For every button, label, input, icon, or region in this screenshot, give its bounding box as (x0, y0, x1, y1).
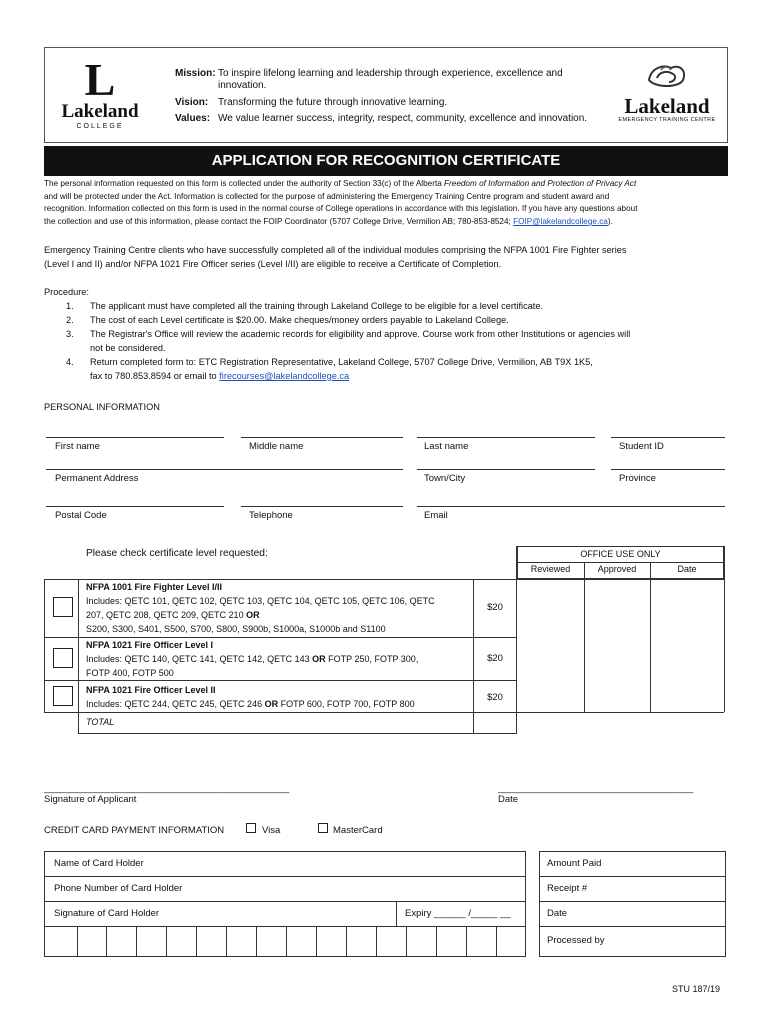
permanent-address-line[interactable] (46, 469, 403, 470)
amount-paid-label: Amount Paid (547, 858, 602, 869)
last-name-line[interactable] (417, 437, 595, 438)
table-bottom-line (78, 733, 517, 734)
etc-logo (612, 62, 722, 124)
checkbox-col-border (78, 579, 79, 733)
values-label: Values: (175, 113, 211, 124)
card-row-divider-1 (44, 876, 526, 877)
reviewed-label: Reviewed (530, 564, 571, 574)
card-digit-divider (406, 926, 407, 957)
logo-sub: COLLEGE (76, 123, 124, 130)
expiry-label[interactable]: Expiry ______ /_____ __ (405, 908, 511, 919)
intro-line-2: (Level I and II) and/or NFPA 1021 Fire Officer series (Level I/II) are eligible to receive a Certificate of Completion. (44, 259, 502, 269)
step-1-num: 1. (66, 301, 74, 311)
fo-level-2-line-1c: FOTP 600, FOTP 700, FOTP 800 (278, 699, 415, 709)
signature-date-line[interactable]: _______________________________________ (498, 783, 694, 793)
ff-level-1-2-description (86, 580, 472, 636)
ff-level-1-2-checkbox[interactable] (53, 597, 73, 617)
privacy-line-2: and will be protected under the Act. Information is collected for the purpose of administering the Emergency Training Centre program and student award and (44, 191, 610, 201)
lakeland-college-logo (54, 54, 146, 138)
privacy-line-4a: the collection and use of this information, please contact the FOIP Coordinator (5707 College Drive, Vermilion AB; 780-853-8524; (44, 217, 514, 227)
mission-label: Mission: (175, 68, 216, 79)
privacy-line-4b: ). (607, 217, 613, 227)
step-3-text-cont: not be considered. (90, 343, 166, 353)
office-date-label: Date (677, 564, 697, 574)
card-signature-label[interactable]: Signature of Card Holder (54, 908, 160, 919)
card-digit-divider (256, 926, 257, 957)
receipt-label: Receipt # (547, 883, 588, 894)
payment-heading: CREDIT CARD PAYMENT INFORMATION (44, 825, 225, 836)
vision-label: Vision: (175, 97, 209, 108)
office-col-border-1 (584, 579, 585, 712)
office-bottom-line (517, 712, 724, 713)
card-row-divider-3 (44, 926, 526, 927)
table-left-border (44, 579, 45, 712)
mastercard-label: MasterCard (333, 825, 383, 836)
firecourses-email-link[interactable]: firecourses@lakelandcollege.ca (219, 371, 350, 381)
office-payment-divider-1 (539, 876, 726, 877)
card-phone-label[interactable]: Phone Number of Card Holder (54, 883, 183, 894)
etc-logo-name: Lakeland (624, 94, 710, 118)
fo-level-2-checkbox[interactable] (53, 686, 73, 706)
step-4-num: 4. (66, 357, 74, 367)
privacy-line-3: recognition. Information collected on this form is used in the normal course of College operations in accordance with this legislation. If you have any questions about (44, 204, 638, 214)
card-digit-divider (106, 926, 107, 957)
mastercard-checkbox[interactable] (318, 823, 328, 833)
step-2-num: 2. (66, 315, 74, 325)
first-name-label: First name (55, 441, 100, 452)
student-id-line[interactable] (611, 437, 725, 438)
page-title: APPLICATION FOR RECOGNITION CERTIFICATE (44, 146, 728, 176)
office-col-border-2 (650, 579, 651, 712)
town-city-label: Town/City (424, 473, 466, 484)
office-payment-divider-2 (539, 901, 726, 902)
card-digit-divider (166, 926, 167, 957)
foip-email-link[interactable]: FOIP@lakelandcollege.ca (513, 217, 608, 227)
email-line[interactable] (417, 506, 725, 507)
signature-date-label: Date (498, 794, 519, 805)
card-digit-divider (196, 926, 197, 957)
fo-level-1-line-1c: FOTP 250, FOTP 300, (325, 654, 419, 664)
ff-level-1-2-price: $20 (487, 602, 503, 613)
office-use-label: OFFICE USE ONLY (580, 549, 661, 559)
permanent-address-label: Permanent Address (55, 473, 139, 484)
applicant-signature-label: Signature of Applicant (44, 794, 137, 805)
step-1-text: The applicant must have completed all the training through Lakeland College to be eligible for a level certificate. (90, 301, 544, 311)
fo-level-2-title: NFPA 1021 Fire Officer Level II (86, 685, 216, 695)
intro-paragraph (44, 243, 734, 271)
payment-date-label: Date (547, 908, 568, 919)
fo-level-1-checkbox[interactable] (53, 648, 73, 668)
ff-level-1-2-line-2: 207, QETC 208, QETC 209, QETC 210 (86, 610, 247, 620)
ff-level-1-2-or: OR (246, 610, 260, 620)
ff-level-1-2-line-1: Includes: QETC 101, QETC 102, QETC 103, QETC 104, QETC 105, QETC 106, QETC (86, 596, 435, 606)
fo-level-2-line-1a: Includes: QETC 244, QETC 245, QETC 246 (86, 699, 265, 709)
fo-level-1-line-1a: Includes: QETC 140, QETC 141, QETC 142, QETC 143 (86, 654, 313, 664)
etc-logo-sub: EMERGENCY TRAINING CENTRE (618, 117, 716, 123)
card-digit-divider (316, 926, 317, 957)
card-digit-divider (226, 926, 227, 957)
first-name-line[interactable] (46, 437, 224, 438)
mission-text: To inspire lifelong learning and leadership through experience, excellence and innovation. (218, 68, 563, 91)
office-payment-divider-3 (539, 926, 726, 927)
intro-line-1: Emergency Training Centre clients who have successfully completed all of the individual modules comprising the NFPA 1001 Fire Fighter series (44, 245, 627, 255)
step-3-num: 3. (66, 329, 74, 339)
office-left-border (516, 546, 517, 733)
card-digit-divider (346, 926, 347, 957)
expiry-divider (396, 901, 397, 926)
card-digit-divider (466, 926, 467, 957)
form-number: STU 187/19 (672, 984, 721, 994)
fo-level-2-price: $20 (487, 692, 503, 703)
province-label: Province (619, 473, 656, 484)
values-text: We value learner success, integrity, respect, community, excellence and innovation. (218, 113, 588, 124)
procedure-heading: Procedure: (44, 287, 89, 297)
step-4-text-cont: fax to 780.853.8594 or email to (90, 371, 220, 381)
card-digit-divider (436, 926, 437, 957)
step-3-text: The Registrar's Office will review the academic records for eligibility and approve. Course work from other Institutions or agencies will (90, 329, 631, 339)
privacy-act-name: Freedom of Information and Protection of Privacy Act (444, 179, 637, 188)
email-label: Email (424, 510, 448, 521)
card-digit-divider (286, 926, 287, 957)
last-name-label: Last name (424, 441, 469, 452)
fo-level-2-description (86, 683, 472, 711)
etc-emblem-icon (645, 62, 689, 90)
step-4-text: Return completed form to: ETC Registration Representative, Lakeland College, 5707 College Drive, Vermilion, AB T9X 1K5, (90, 357, 593, 367)
middle-name-label: Middle name (249, 441, 304, 452)
province-line[interactable] (611, 469, 725, 470)
fo-level-1-price: $20 (487, 653, 503, 664)
processed-by-label: Processed by (547, 935, 605, 946)
total-label: TOTAL (86, 717, 115, 727)
vision-text: Transforming the future through innovative learning. (218, 97, 448, 108)
card-holder-label[interactable]: Name of Card Holder (54, 858, 144, 869)
personal-info-heading: PERSONAL INFORMATION (44, 402, 160, 412)
logo-name: Lakeland (61, 101, 139, 122)
middle-name-line[interactable] (241, 437, 403, 438)
ff-level-1-2-title: NFPA 1001 Fire Fighter Level I/II (86, 582, 223, 592)
fo-level-1-or: OR (312, 654, 326, 664)
applicant-signature-line[interactable]: _________________________________________________ (44, 783, 290, 793)
fo-level-1-description (86, 638, 472, 680)
fo-level-1-title: NFPA 1021 Fire Officer Level I (86, 640, 214, 650)
logo-letter: L (84, 54, 116, 105)
postal-code-label: Postal Code (55, 510, 107, 521)
procedure-list (66, 299, 726, 383)
office-use-divider (517, 562, 724, 563)
visa-checkbox[interactable] (246, 823, 256, 833)
card-digit-divider (136, 926, 137, 957)
certificate-prompt: Please check certificate level requested: (86, 548, 268, 559)
card-digit-divider (77, 926, 78, 957)
card-row-divider-2 (44, 901, 526, 902)
fo-level-1-line-2: FOTP 400, FOTP 500 (86, 668, 174, 678)
fo-level-2-or: OR (264, 699, 279, 709)
town-city-line[interactable] (417, 469, 595, 470)
telephone-label: Telephone (249, 510, 293, 521)
step-2-text: The cost of each Level certificate is $20.00. Make cheques/money orders payable to Lakeland College. (90, 315, 509, 325)
privacy-statement (44, 178, 734, 229)
ff-level-1-2-line-3: S200, S300, S401, S500, S700, S800, S900b, S1000a, S1000b and S1100 (86, 624, 386, 634)
student-id-label: Student ID (619, 441, 664, 452)
row-divider-3 (44, 712, 516, 713)
card-digit-divider (496, 926, 497, 957)
approved-label: Approved (597, 564, 637, 574)
visa-label: Visa (262, 825, 281, 836)
office-right-border (724, 546, 725, 712)
telephone-line[interactable] (241, 506, 403, 507)
row-divider-2 (44, 680, 516, 681)
postal-code-line[interactable] (46, 506, 224, 507)
card-digit-divider (376, 926, 377, 957)
privacy-line-1a: The personal information requested on this form is collected under the authority of Section 33(c) of the Alberta (44, 179, 445, 188)
